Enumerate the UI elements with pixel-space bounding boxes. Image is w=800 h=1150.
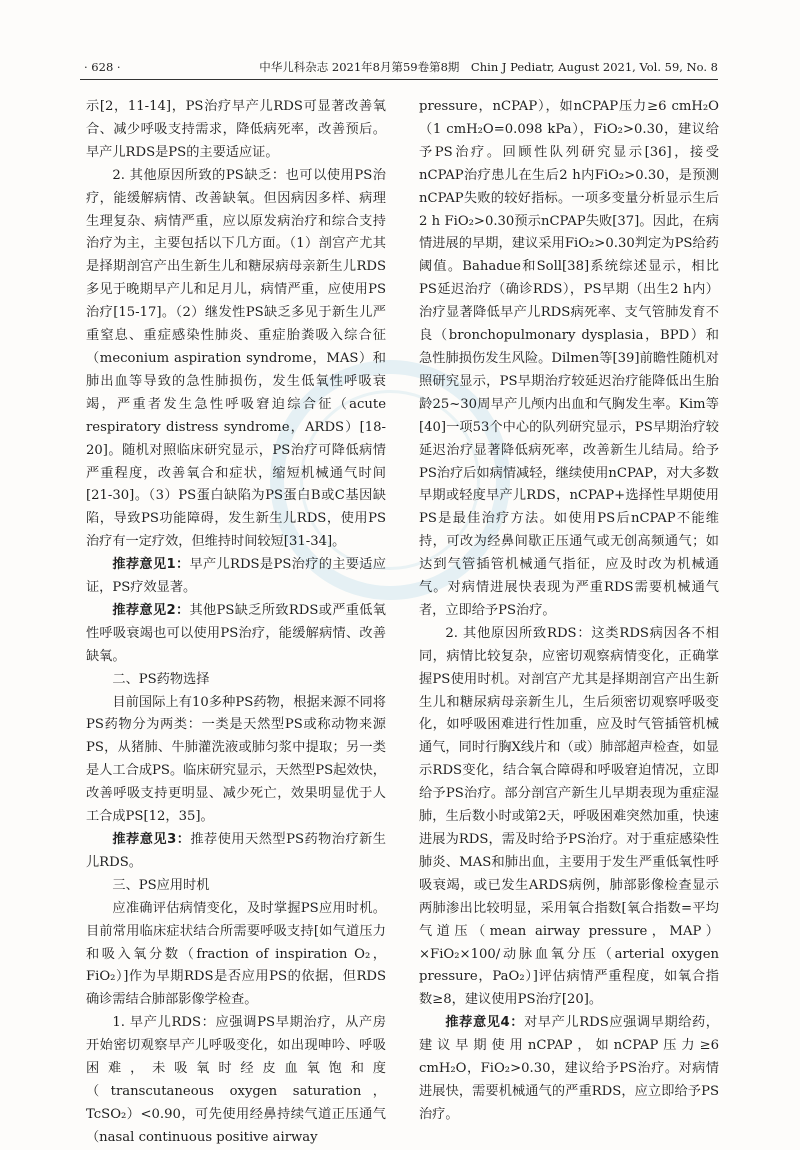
recommendation-label: 推荐意见4： — [445, 1015, 525, 1031]
recommendation-text: 其他PS缺乏所致RDS或严重低氧性呼吸衰竭也可以使用PS治疗，能缓解病情、改善缺氧。 — [86, 602, 386, 664]
journal-citation: 中华儿科杂志 2021年8月第59卷第8期 Chin J Pediatr, August 2021, Vol. 59, No. 8 — [259, 60, 718, 74]
left-column — [86, 96, 386, 1150]
recommendation-text: 早产儿RDS是PS治疗的主要适应证，PS疗效显著。 — [86, 557, 386, 596]
right-column — [419, 96, 719, 1127]
body-paragraph: 示[2，11-14]，PS治疗早产儿RDS可显著改善氧合、减少呼吸支持需求，降低病死率，改善预后。早产儿RDS是PS的主要适应证。 — [86, 99, 386, 160]
body-paragraph: 2. 其他原因所致的PS缺乏：也可以使用PS治疗，能缓解病情、改善缺氧。但因病因多样、病理生理复杂、病情严重，应以原发病治疗和综合支持治疗为主，主要包括以下几方面。（1）剖宫产尤其是择期剖宫产出生新生儿和糖尿病母亲新生儿RDS多见于晚期早产儿和足月儿，病情严重，应使用PS治疗[15-17]。（2）继发性PS缺乏多见于新生儿严重窒息、重症感染性肺炎、重症胎粪吸入综合征（meconium aspiration syndrome，MAS）和肺出血等导致的急性肺损伤，发生低氧性呼吸衰竭，严重者发生急性呼吸窘迫综合征（acute respiratory distress syndrome，ARDS）[18-20]。随机对照临床研究显示，PS治疗可降低病情严重程度，改善氧合和症状，缩短机械通气时间[21-30]。（3）PS蛋白缺陷为PS蛋白B或C基因缺陷，导致PS功能障碍，发生新生儿RDS，使用PS治疗有一定疗效，但维持时间较短[31-34]。 — [86, 167, 386, 550]
body-paragraph: 目前国际上有10多种PS药物，根据来源不同将PS药物分为两类：一类是天然型PS或称动物来源PS，从猪肺、牛肺灌洗液或肺匀浆中提取；另一类是人工合成PS。临床研究显示，天然型PS起效快，改善呼吸支持更明显、减少死亡，效果明显优于人工合成PS[12，35]。 — [86, 694, 386, 825]
recommendation — [86, 829, 386, 875]
recommendation-label: 推荐意见2： — [112, 602, 190, 618]
section-heading: 三、PS应用时机 — [112, 877, 210, 893]
running-header — [80, 59, 718, 80]
recommendation-text: 对早产儿RDS应强调早期给药，建议早期使用nCPAP，如nCPAP压力≥6 cmH₂O，FiO₂>0.30，建议给予PS治疗。对病情进展快，需要机械通气的严重RDS，应立即给予PS治疗。 — [419, 1015, 719, 1122]
recommendation — [86, 600, 386, 669]
body-paragraph: pressure，nCPAP），如nCPAP压力≥6 cmH₂O（1 cmH₂O=0.098 kPa），FiO₂>0.30，建议给予PS治疗。回顾性队列研究显示[36]，接受nCPAP治疗患儿在生后2 h内FiO₂>0.30，是预测nCPAP失败的较好指标。一项多变量分析显示生后2 h FiO₂>0.30预示nCPAP失败[37]。因此，在病情进展的早期，建议采用FiO₂>0.30判定为PS给药阈值。Bahadue和Soll[38]系统综述显示，相比PS延迟治疗（确诊RDS），PS早期（出生2 h内）治疗显著降低早产儿RDS病死率、支气管肺发育不良（bronchopulmonary dysplasia，BPD）和急性肺损伤发生风险。Dilmen等[39]前瞻性随机对照研究显示，PS早期治疗较延迟治疗能降低出生胎龄25~30周早产儿颅内出血和气胸发生率。Kim等[40]一项53个中心的队列研究显示，PS早期治疗较延迟治疗显著降低病死率，改善新生儿结局。给予PS治疗后如病情减轻，继续使用nCPAP，对大多数早期或轻度早产儿RDS，nCPAP+选择性早期使用PS是最佳治疗方法。如使用PS后nCPAP不能维持，可改为经鼻间歇正压通气或无创高频通气；如达到气管插管机械通气指征，应及时改为机械通气。对病情进展快表现为严重RDS需要机械通气者，立即给予PS治疗。 — [419, 99, 719, 618]
section-heading: 二、PS药物选择 — [112, 671, 210, 687]
recommendation — [86, 554, 386, 600]
body-paragraph: 1. 早产儿RDS：应强调PS早期治疗，从产房开始密切观察早产儿呼吸变化，如出现呻吟、呼吸困难，未吸氧时经皮血氧饱和度（transcutaneous oxygen saturation，TcSO₂）<0.90，可先使用经鼻持续气道正压通气（nasal continuous positive airway — [86, 1015, 386, 1145]
recommendation-label: 推荐意见1： — [112, 557, 190, 573]
recommendation-text: 推荐使用天然型PS药物治疗新生儿RDS。 — [86, 832, 386, 870]
body-paragraph: 2. 其他原因所致RDS：这类RDS病因各不相同，病情比较复杂，应密切观察病情变化，正确掌握PS使用时机。对剖宫产尤其是择期剖宫产出生新生儿和糖尿病母亲新生儿，生后须密切观察呼吸变化，如呼吸困难进行性加重，应及时气管插管机械通气，同时行胸X线片和（或）肺部超声检查，如显示RDS变化，结合氧合障碍和呼吸窘迫情况，立即给予PS治疗。部分剖宫产新生儿早期表现为重症湿肺，生后数小时或第2天，呼吸困难突然加重，快速进展为RDS，需及时给予PS治疗。对于重症感染性肺炎、MAS和肺出血，主要用于发生严重低氧性呼吸衰竭，或已发生ARDS病例，肺部影像检查显示两肺渗出比较明显，采用氧合指数[氧合指数=平均气道压（mean airway pressure，MAP）×FiO₂×100/动脉血氧分压（arterial oxygen pressure，PaO₂）]评估病情严重程度，如氧合指数≥8，建议使用PS治疗[20]。 — [419, 625, 719, 1008]
page-number: · 628 · — [84, 60, 121, 74]
recommendation — [419, 1012, 719, 1127]
recommendation-label: 推荐意见3： — [112, 832, 191, 847]
body-paragraph: 应准确评估病情变化，及时掌握PS应用时机。目前常用临床症状结合所需要呼吸支持[如气道压力和吸入氧分数（fraction of inspiration O₂，FiO₂）]作为早期RDS是否应用PS的依据，但RDS确诊需结合肺部影像学检查。 — [86, 900, 386, 1008]
